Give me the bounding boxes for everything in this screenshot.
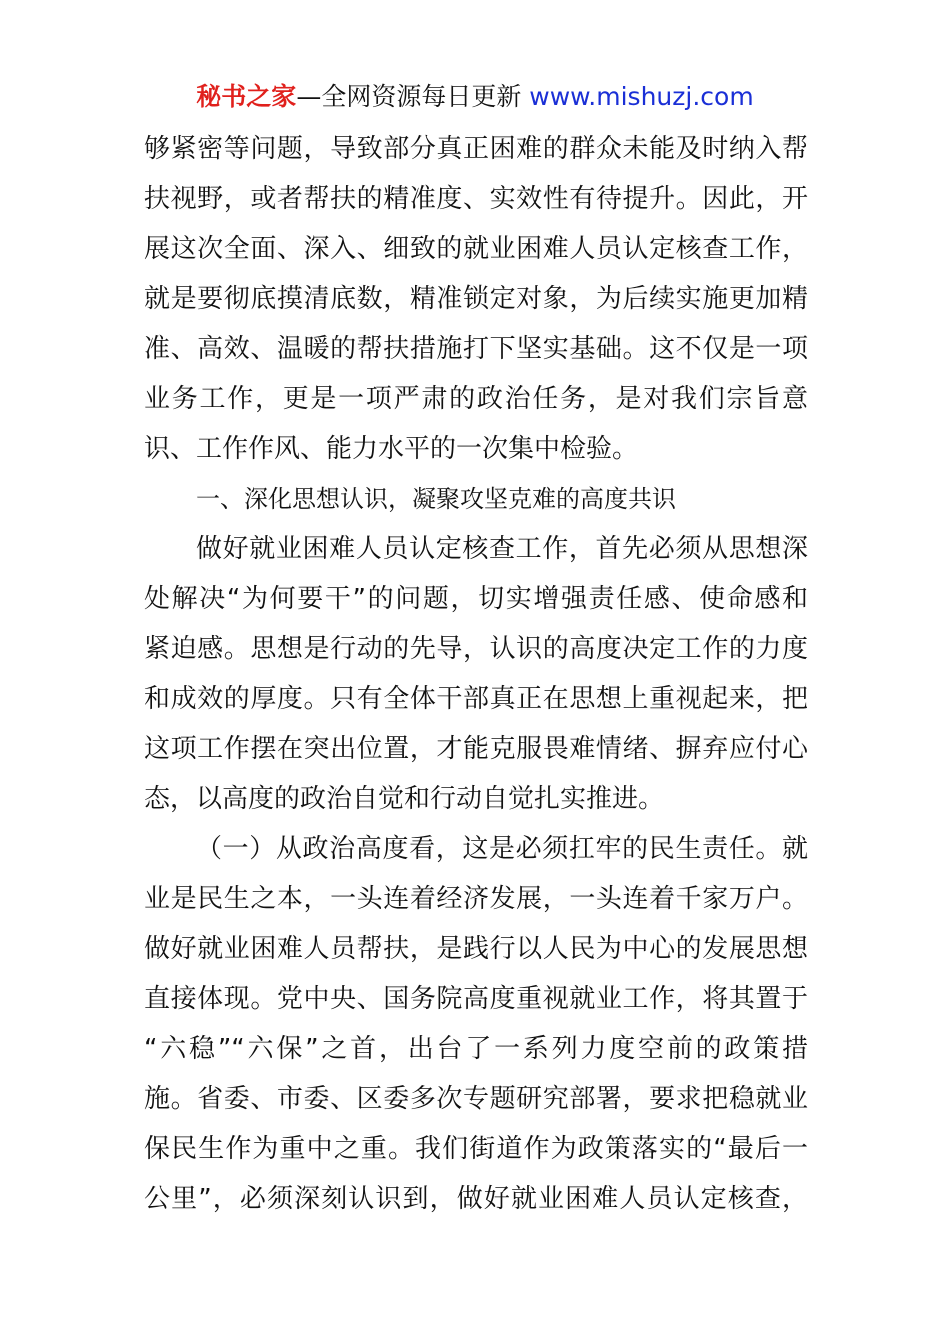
brand-name: 秘书之家 xyxy=(196,82,297,111)
text-line: 态，以高度的政治自觉和行动自觉扎实推进。 xyxy=(144,784,665,814)
text-line: “六稳”“六保”之首，出台了一系列力度空前的政策措 xyxy=(144,1034,808,1064)
text-line: 准、高效、温暖的帮扶措施打下坚实基础。这不仅是一项 xyxy=(144,334,808,364)
text-line: 紧迫感。思想是行动的先导，认识的高度决定工作的力度 xyxy=(144,634,808,664)
text-line: 业务工作，更是一项严肃的政治任务，是对我们宗旨意 xyxy=(144,384,808,414)
document-body xyxy=(144,124,808,1224)
site-url[interactable]: www.mishuzj.com xyxy=(529,82,754,111)
text-line: 够紧密等问题，导致部分真正困难的群众未能及时纳入帮 xyxy=(144,134,808,164)
text-line: 保民生作为重中之重。我们街道作为政策落实的“最后一 xyxy=(144,1134,808,1164)
text-line: 公里”，必须深刻认识到，做好就业困难人员认定核查， xyxy=(144,1184,808,1214)
text-line: 业是民生之本，一头连着经济发展，一头连着千家万户。 xyxy=(144,884,808,914)
text-line: 和成效的厚度。只有全体干部真正在思想上重视起来，把 xyxy=(144,684,808,714)
text-line: 识、工作作风、能力水平的一次集中检验。 xyxy=(144,434,639,464)
text-line: 处解决“为何要干”的问题，切实增强责任感、使命感和 xyxy=(144,584,808,614)
text-line: 展这次全面、深入、细致的就业困难人员认定核查工作， xyxy=(144,234,808,264)
text-line: 扶视野，或者帮扶的精准度、实效性有待提升。因此，开 xyxy=(144,184,808,214)
text-line: 做好就业困难人员帮扶，是践行以人民为中心的发展思想 xyxy=(144,934,808,964)
text-line: 直接体现。党中央、国务院高度重视就业工作，将其置于 xyxy=(144,984,808,1014)
text-line: 这项工作摆在突出位置，才能克服畏难情绪、摒弃应付心 xyxy=(144,734,808,764)
header-tagline: —全网资源每日更新 xyxy=(296,82,530,111)
text-line: 做好就业困难人员认定核查工作，首先必须从思想深 xyxy=(196,534,808,564)
text-line: 施。省委、市委、区委多次专题研究部署，要求把稳就业 xyxy=(144,1084,808,1114)
section-heading: 一、深化思想认识，凝聚攻坚克难的高度共识 xyxy=(196,485,676,513)
site-header xyxy=(0,80,950,114)
text-line: 就是要彻底摸清底数，精准锁定对象，为后续实施更加精 xyxy=(144,284,808,314)
text-line: （一）从政治高度看，这是必须扛牢的民生责任。就 xyxy=(196,834,808,864)
